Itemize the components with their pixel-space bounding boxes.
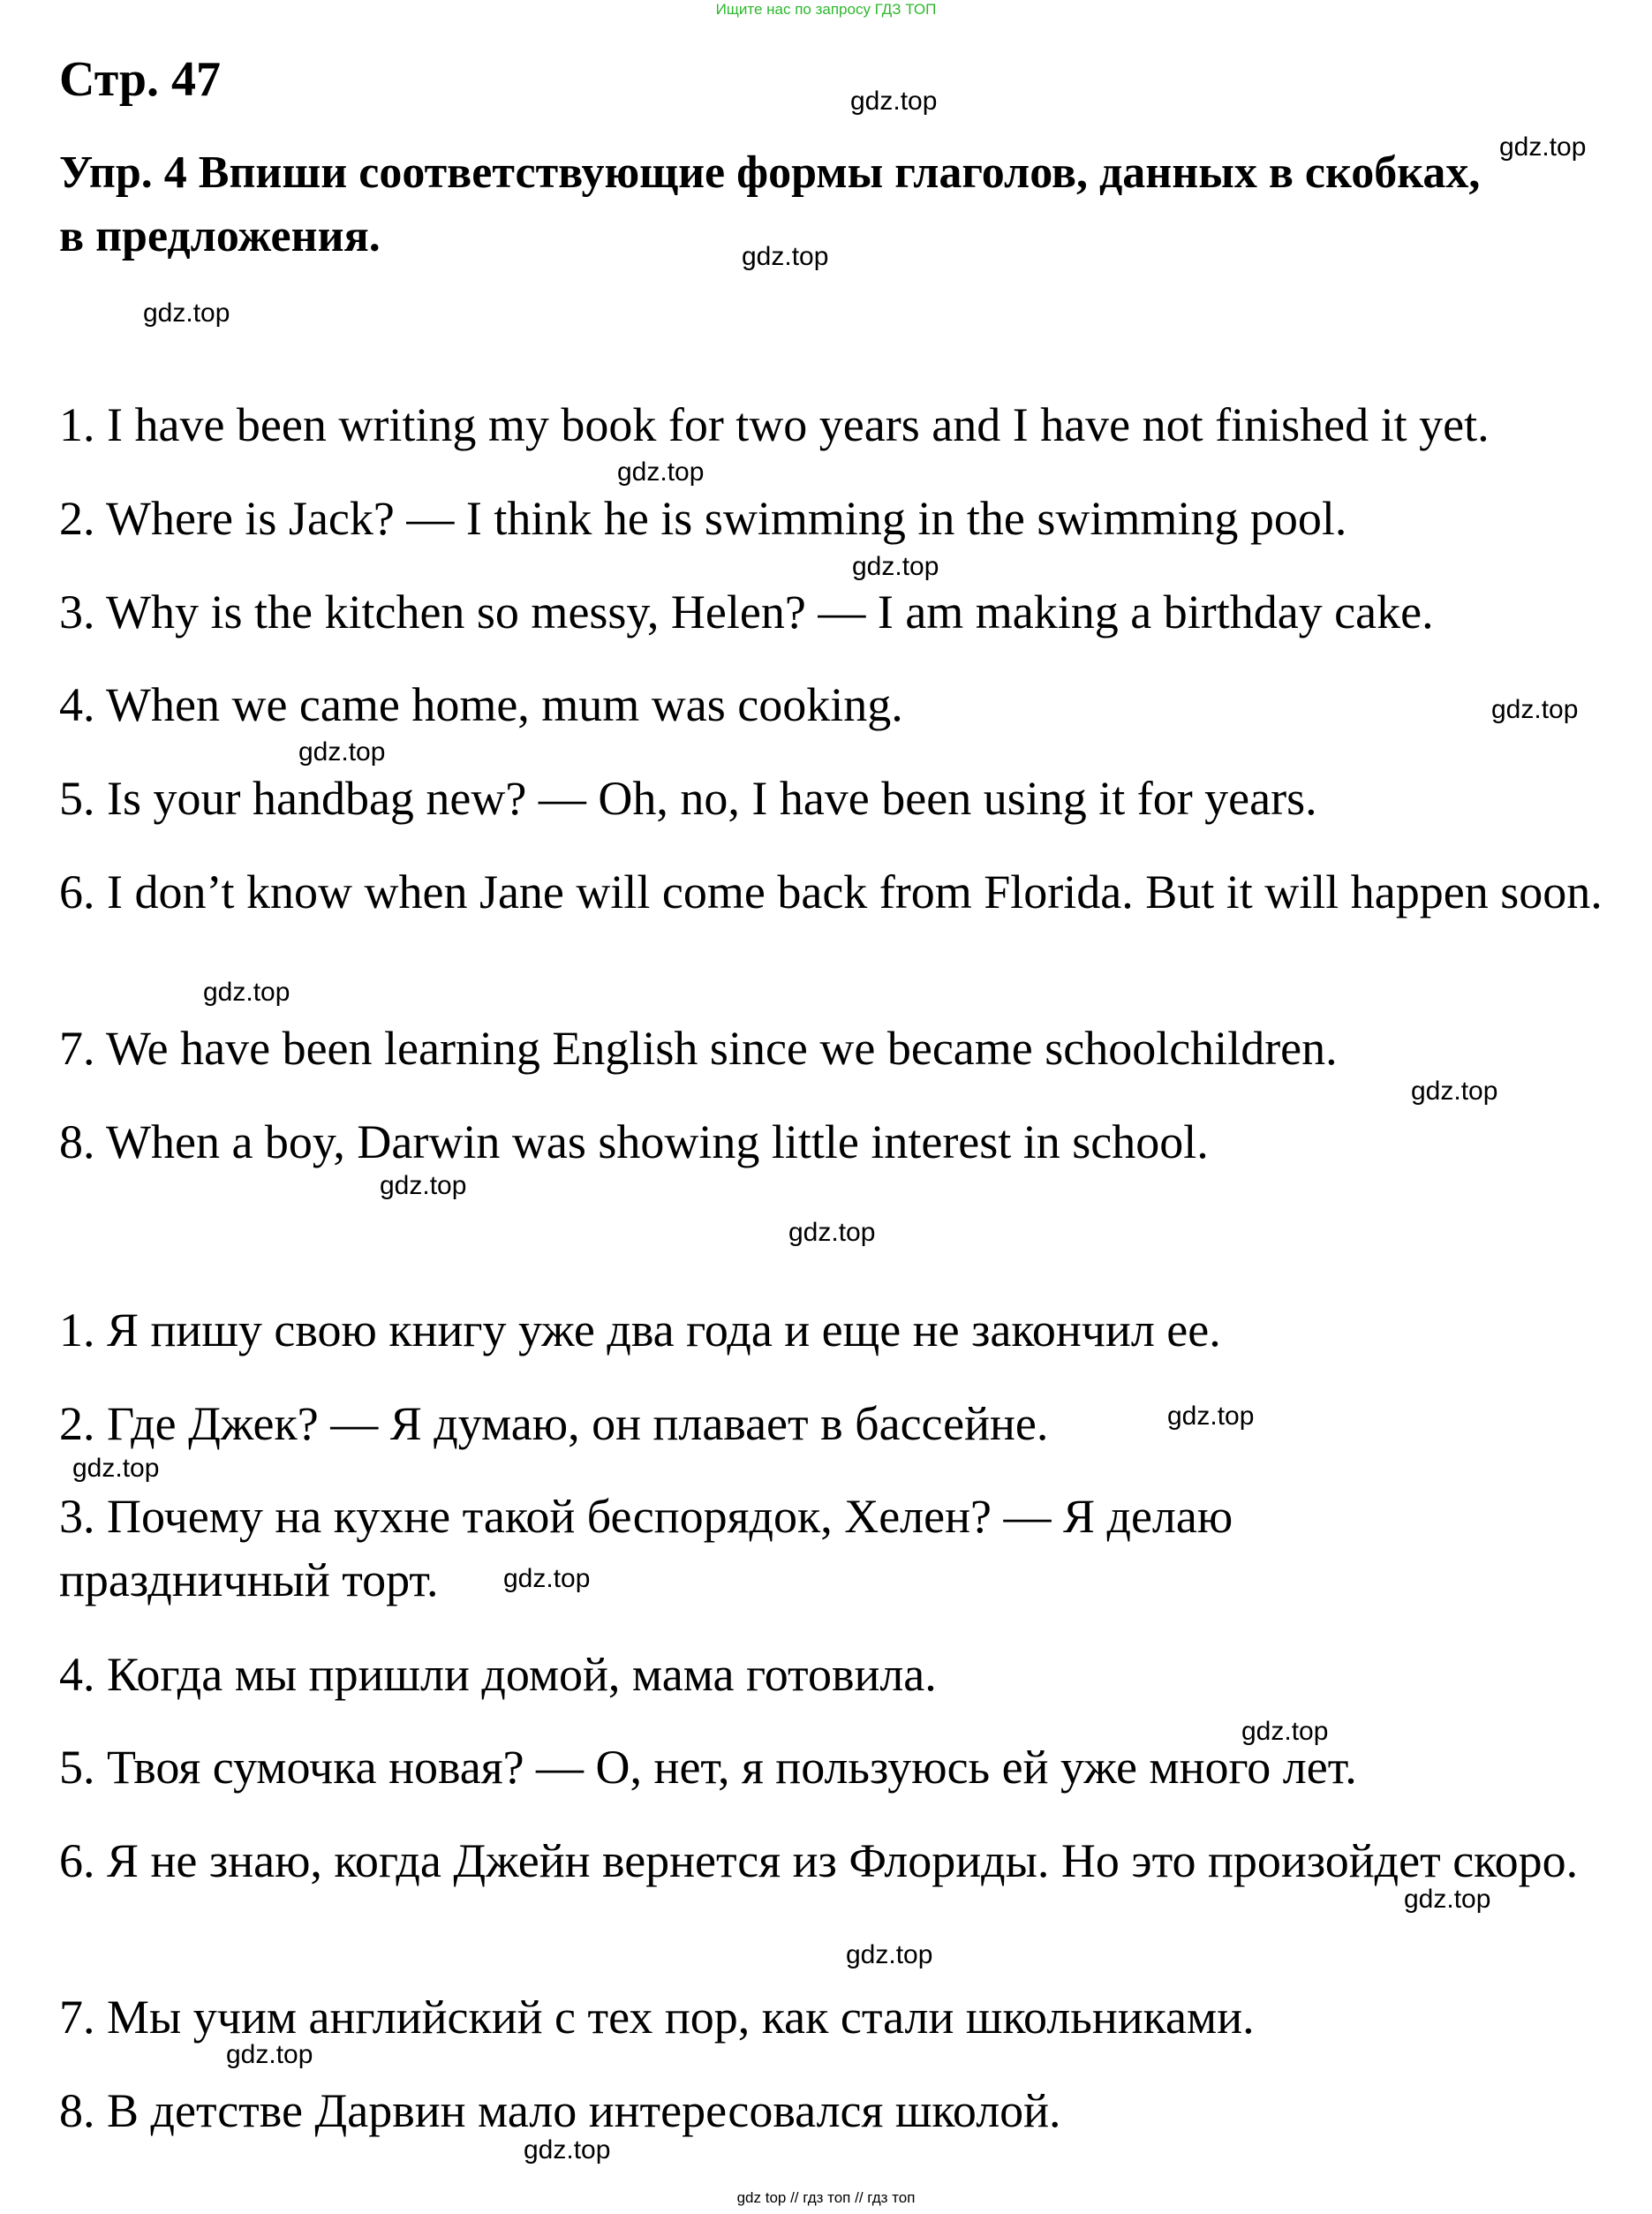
watermark: gdz.top	[1499, 132, 1587, 162]
footer-links: gdz top // гдз топ // гдз топ	[736, 2189, 916, 2206]
watermark: gdz.top	[1411, 1077, 1498, 1106]
watermark: gdz.top	[850, 87, 938, 116]
russian-sentence-6: 6. Я не знаю, когда Джейн вернется из Флориды. Но это произойдет скоро.	[59, 1834, 1579, 1887]
russian-sentence-5: 5. Твоя сумочка новая? — О, нет, я пользуюсь ей уже много лет.	[59, 1741, 1357, 1794]
russian-sentence-1: 1. Я пишу свою книгу уже два года и еще не закончил ее.	[59, 1303, 1221, 1356]
english-sentence-8: 8. When a boy, Darwin was showing little interest in school.	[59, 1115, 1209, 1168]
watermark: gdz.top	[226, 2040, 313, 2069]
watermark: gdz.top	[524, 2135, 611, 2165]
page-number: Стр. 47	[59, 52, 222, 107]
watermark: gdz.top	[503, 1564, 591, 1593]
exercise-title: Упр. 4 Впиши соответствующие формы глаголов, данных в скобках, в предложения.	[59, 147, 1481, 261]
watermark: gdz.top	[298, 737, 386, 767]
watermark: gdz.top	[1241, 1717, 1329, 1746]
watermark: gdz.top	[617, 457, 705, 487]
watermark: gdz.top	[203, 978, 290, 1007]
english-sentence-7: 7. We have been learning English since we became schoolchildren.	[59, 1022, 1338, 1075]
top-banner: Ищите нас по запросу ГДЗ ТОП	[715, 1, 937, 18]
english-sentence-1: 1. I have been writing my book for two years and I have not finished it yet.	[59, 398, 1490, 451]
russian-sentence-7: 7. Мы учим английский с тех пор, как стали школьниками.	[59, 1991, 1255, 2044]
watermark: gdz.top	[1404, 1885, 1491, 1914]
russian-sentence-4: 4. Когда мы пришли домой, мама готовила.	[59, 1648, 937, 1701]
russian-sentence-8: 8. В детстве Дарвин мало интересовался школой.	[59, 2084, 1061, 2137]
russian-sentence-3: 3. Почему на кухне такой беспорядок, Хелен? — Я делаю праздничный торт.	[59, 1490, 1233, 1606]
watermark: gdz.top	[72, 1454, 160, 1483]
russian-sentence-2: 2. Где Джек? — Я думаю, он плавает в бассейне.	[59, 1397, 1049, 1450]
watermark: gdz.top	[1167, 1402, 1255, 1431]
watermark: gdz.top	[143, 298, 230, 328]
watermark: gdz.top	[742, 242, 829, 271]
watermark: gdz.top	[380, 1171, 467, 1200]
english-sentence-5: 5. Is your handbag new? — Oh, no, I have been using it for years.	[59, 772, 1317, 825]
english-sentence-6: 6. I don’t know when Jane will come back from Florida. But it will happen soon.	[59, 865, 1603, 918]
watermark: gdz.top	[852, 552, 939, 581]
english-sentence-2: 2. Where is Jack? — I think he is swimming in the swimming pool.	[59, 492, 1347, 545]
watermark: gdz.top	[1491, 695, 1579, 724]
english-sentence-4: 4. When we came home, mum was cooking.	[59, 678, 903, 731]
watermark: gdz.top	[846, 1940, 933, 1969]
watermark: gdz.top	[788, 1218, 876, 1247]
english-sentence-3: 3. Why is the kitchen so messy, Helen? — I am making a birthday cake.	[59, 586, 1434, 639]
